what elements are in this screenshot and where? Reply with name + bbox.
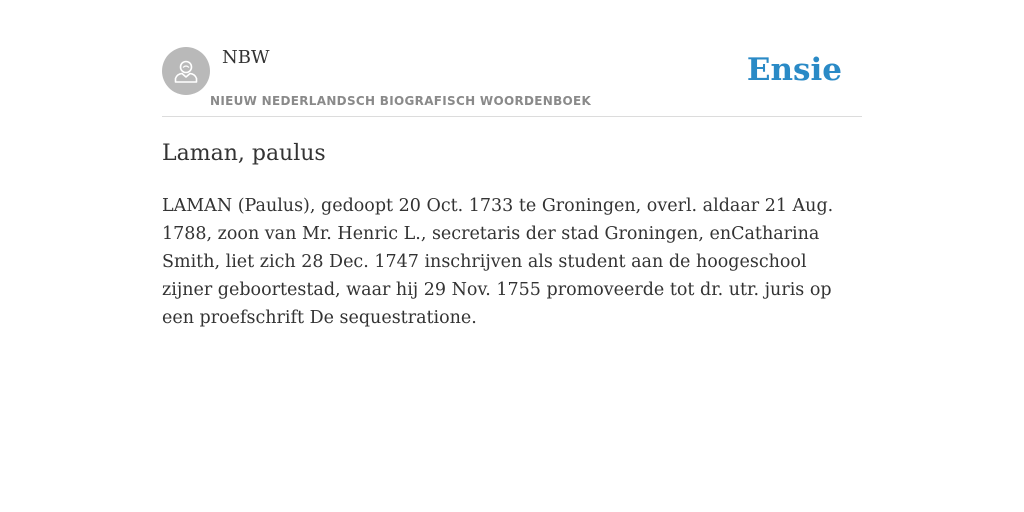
source-name[interactable]: NBW xyxy=(222,47,270,68)
article-body: LAMAN (Paulus), gedoopt 20 Oct. 1733 te Groningen, overl. aldaar 21 Aug. 1788, zoon van Mr. Henric L., secretaris der stad Groningen, enCatharina Smith, liet zich 28 Dec. 1747 inschrijven als student aan de hoogeschool zijner geboortestad, waar hij 29 Nov. 1755 promoveerde tot dr. utr. juris op een proefschrift De sequestratione. xyxy=(162,196,834,328)
user-icon xyxy=(171,56,201,86)
avatar[interactable] xyxy=(162,47,210,95)
brand-logo[interactable]: Ensie xyxy=(746,52,842,88)
article-title: Laman, paulus xyxy=(162,141,326,166)
source-header xyxy=(162,40,862,117)
source-full-name: NIEUW NEDERLANDSCH BIOGRAFISCH WOORDENBOEK xyxy=(210,94,592,108)
